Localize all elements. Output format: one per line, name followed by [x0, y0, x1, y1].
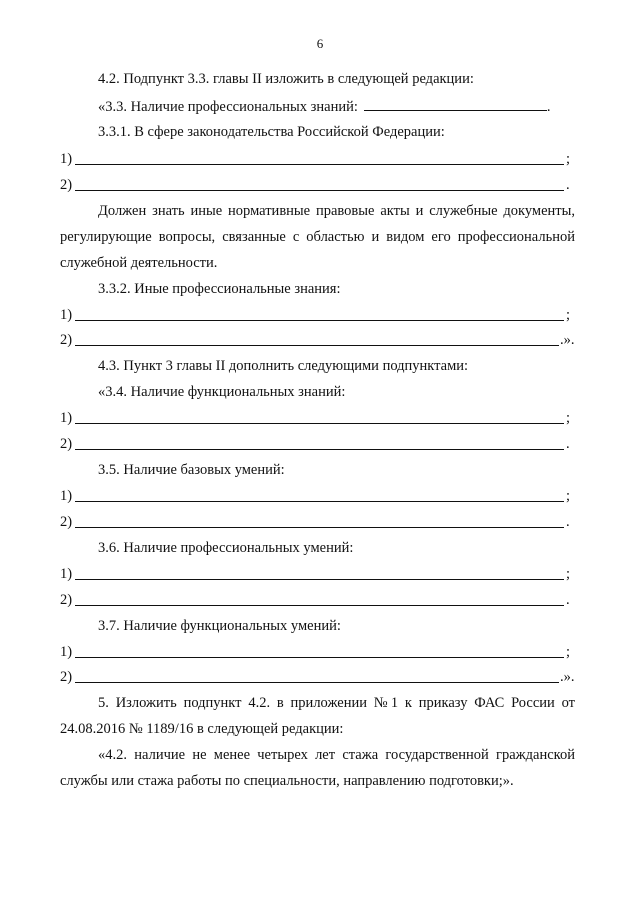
item-end: . [566, 177, 570, 193]
section-4-2-header: 4.2. Подпункт 3.3. главы II изложить в следующей редакции: [98, 71, 474, 87]
section-5-line-1: 5. Изложить подпункт 4.2. в приложении №1 к приказу ФАС России от [98, 695, 575, 711]
item-number: 1) [60, 644, 73, 660]
section-3-6-heading: 3.6. Наличие профессиональных умений: [98, 540, 354, 556]
item-end: ; [566, 566, 571, 582]
section-3-7-heading: 3.7. Наличие функциональных умений: [98, 618, 341, 634]
section-4-2-new-line-2: службы или стажа работы по специальности, направлению подготовки;». [60, 773, 514, 789]
item-number: 2) [60, 592, 73, 608]
fill-line [75, 164, 564, 165]
fill-line [75, 605, 564, 606]
item-number: 2) [60, 177, 73, 193]
item-end: ; [566, 488, 571, 504]
must-know-line-2: регулирующие вопросы, связанные с областью и видом его профессиональной [60, 229, 575, 245]
fill-line [75, 345, 559, 346]
blank-item [60, 409, 580, 427]
blank-item [60, 565, 580, 583]
blank-item [60, 176, 580, 194]
blank-item [60, 643, 580, 661]
fill-line [75, 657, 564, 658]
blank-item [60, 513, 580, 531]
must-know-line-1: Должен знать иные нормативные правовые акты и служебные документы, [98, 203, 575, 219]
section-4-2-new-line-1: «4.2. наличие не менее четырех лет стажа государственной гражданской [98, 747, 575, 763]
blank-item [60, 591, 580, 609]
item-end: . [566, 592, 570, 608]
section-5-line-2: 24.08.2016 № 1189/16 в следующей редакции: [60, 721, 344, 737]
fill-line [75, 501, 564, 502]
fill-line [75, 449, 564, 450]
fill-line [75, 320, 564, 321]
item-end: .». [560, 669, 575, 685]
section-3-3-2-heading: 3.3.2. Иные профессиональные знания: [98, 281, 341, 297]
item-number: 2) [60, 514, 73, 530]
item-number: 1) [60, 307, 73, 323]
item-end: .». [560, 332, 575, 348]
item-end: ; [566, 307, 571, 323]
item-end: ; [566, 410, 571, 426]
section-3-3-text: «3.3. Наличие профессиональных знаний: [98, 99, 358, 115]
section-3-4-heading: «3.4. Наличие функциональных знаний: [98, 384, 346, 400]
item-end: . [566, 436, 570, 452]
blank-item [60, 435, 580, 453]
fill-line [75, 190, 564, 191]
fill-line [75, 579, 564, 580]
blank-item [60, 331, 580, 349]
blank-item [60, 487, 580, 505]
item-end: . [566, 514, 570, 530]
section-3-3-1-heading: 3.3.1. В сфере законодательства Российской Федерации: [98, 124, 445, 140]
must-know-line-3: служебной деятельности. [60, 255, 218, 271]
page-number: 6 [316, 36, 324, 51]
item-number: 1) [60, 566, 73, 582]
item-number: 1) [60, 410, 73, 426]
section-3-3-blank [364, 97, 547, 111]
section-3-5-heading: 3.5. Наличие базовых умений: [98, 462, 285, 478]
section-4-3-header: 4.3. Пункт 3 главы II дополнить следующими подпунктами: [98, 358, 469, 374]
fill-line [75, 527, 564, 528]
item-number: 1) [60, 151, 73, 167]
item-number: 2) [60, 436, 73, 452]
section-3-3-label [98, 97, 551, 116]
item-number: 2) [60, 669, 73, 685]
item-end: ; [566, 151, 571, 167]
blank-item [60, 150, 580, 168]
fill-line [75, 682, 559, 683]
section-3-3-end: . [546, 99, 551, 115]
blank-item [60, 306, 580, 324]
item-number: 2) [60, 332, 73, 348]
item-end: ; [566, 644, 571, 660]
blank-item [60, 668, 580, 686]
item-number: 1) [60, 488, 73, 504]
fill-line [75, 423, 564, 424]
